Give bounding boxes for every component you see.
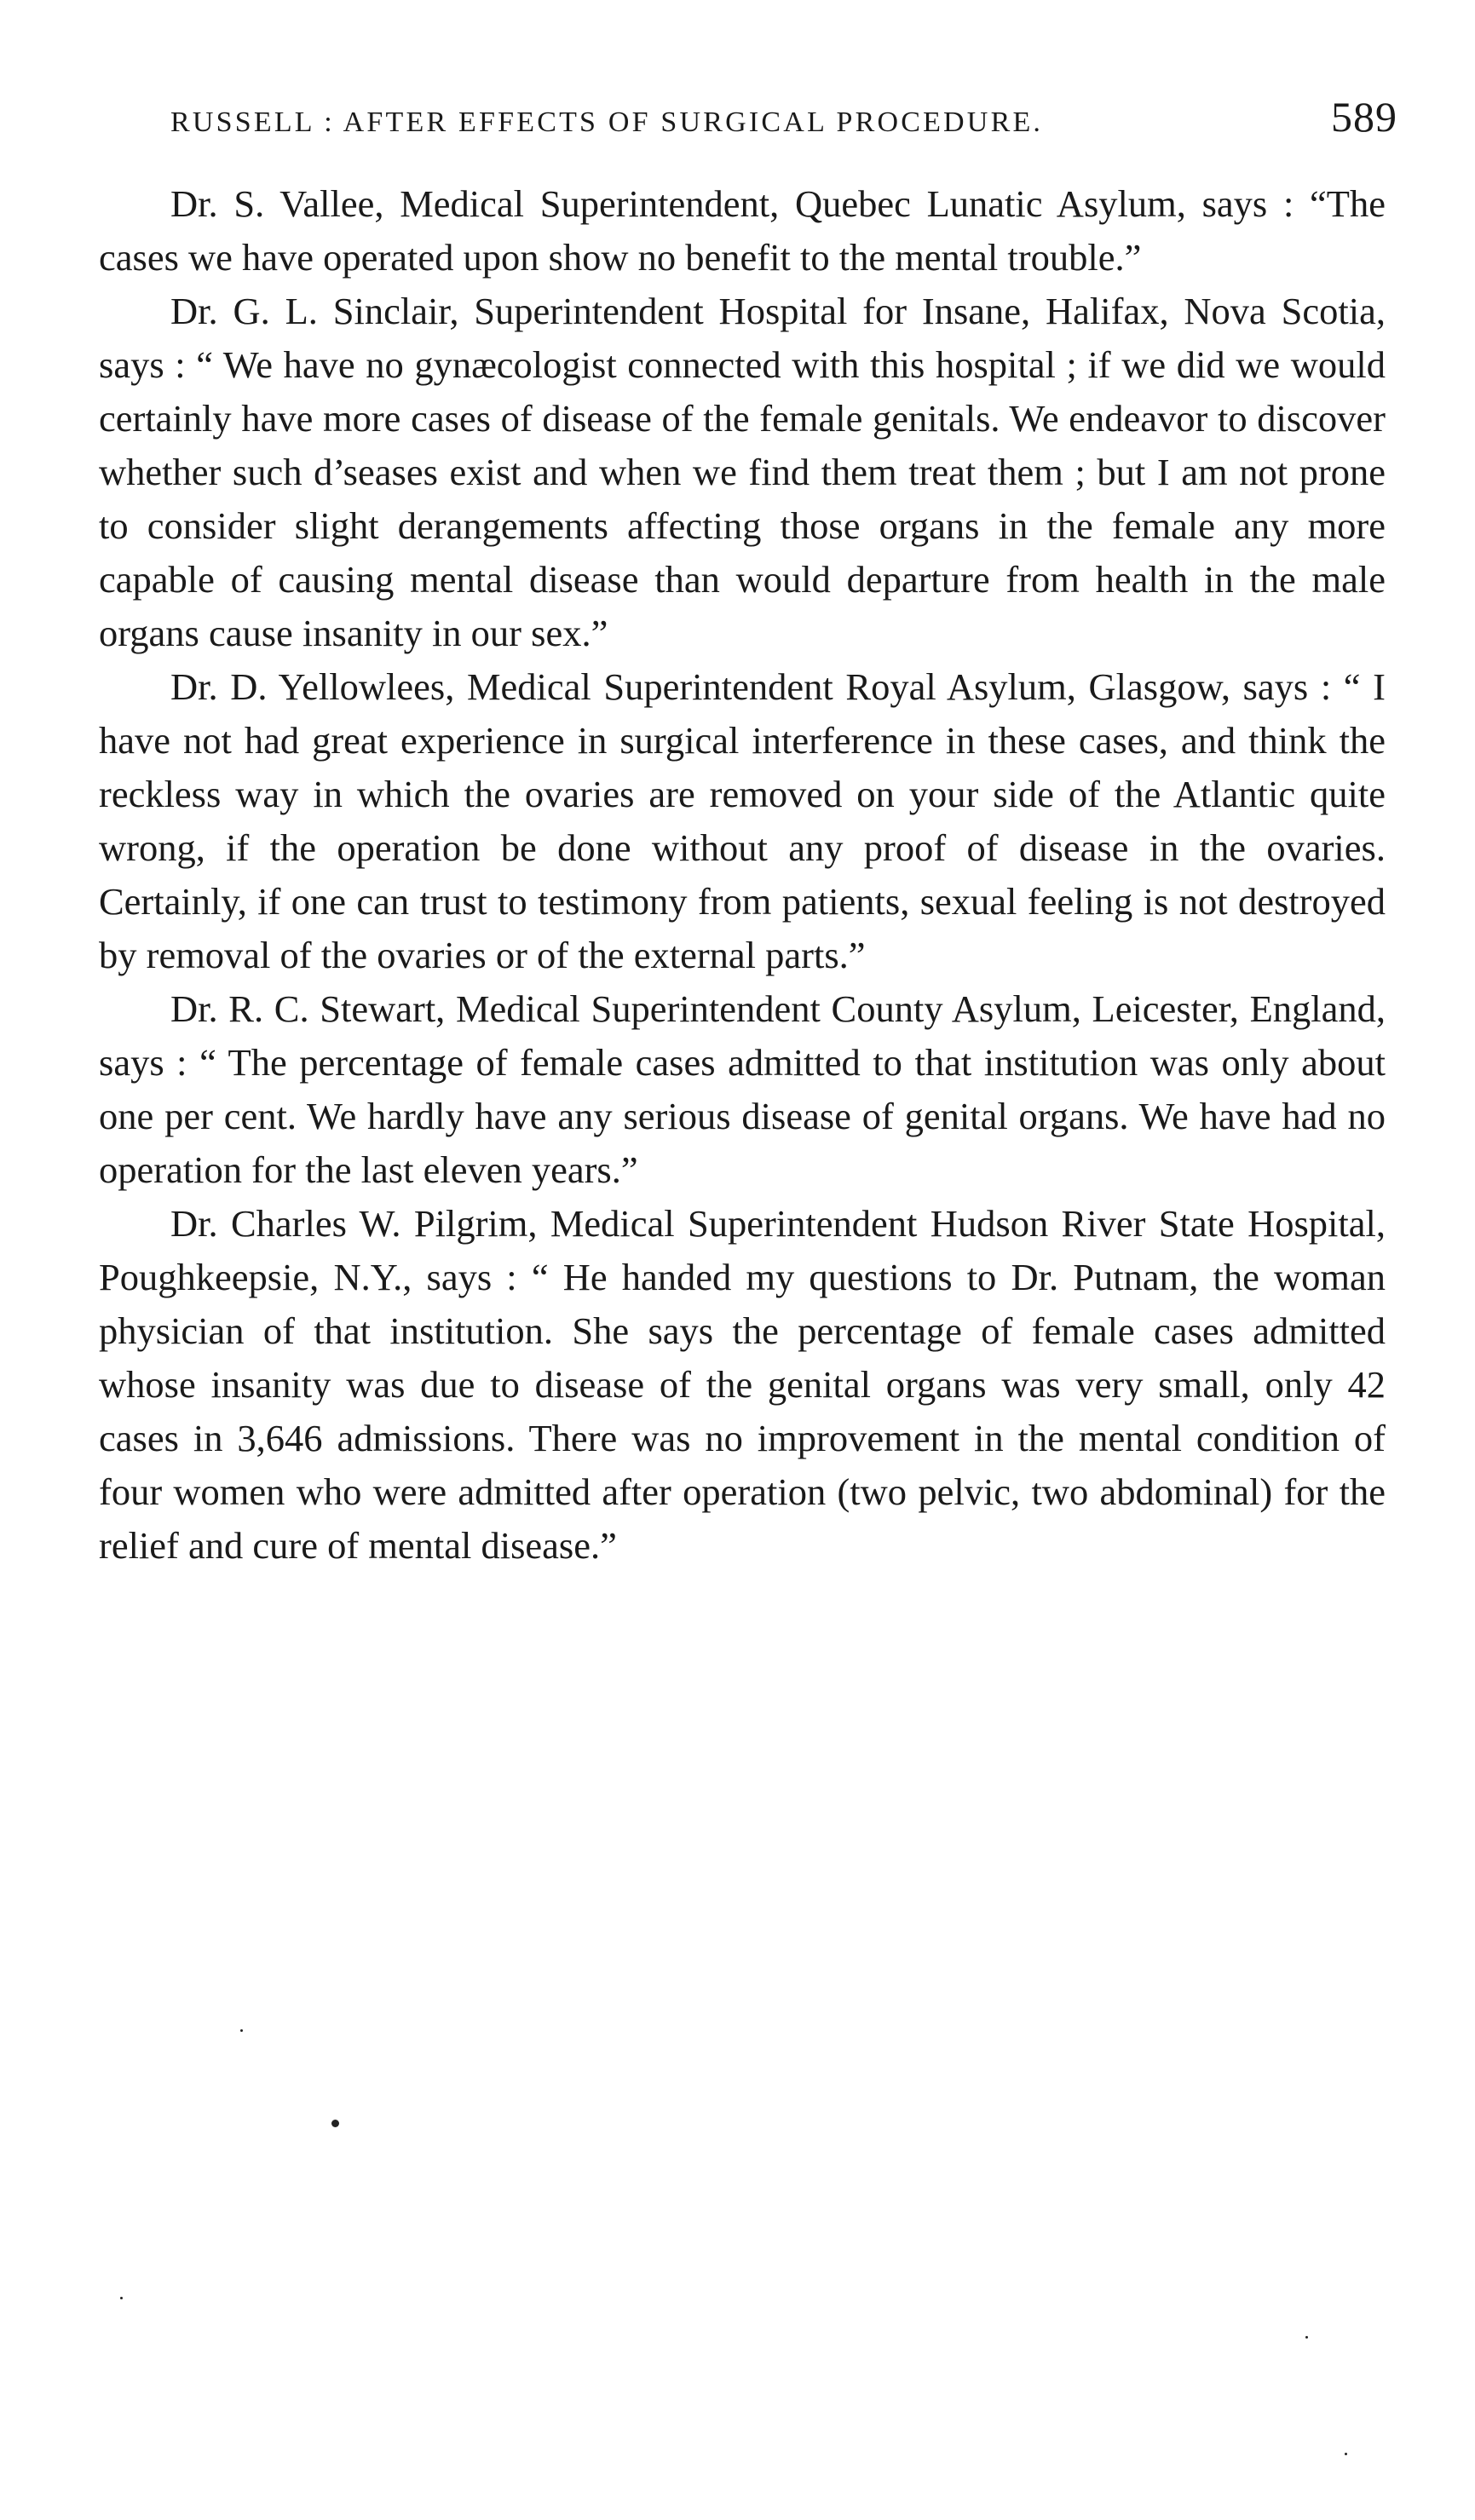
body-text (99, 177, 1386, 1573)
scan-speck (1305, 2336, 1308, 2339)
page-number: 589 (1331, 93, 1397, 141)
paragraph-yellowlees: Dr. D. Yellowlees, Medical Superintendent Royal Asylum, Glasgow, says : “ I have not had great experience in surgical interference in these cases, and think the reckless way in which the ovaries are removed on your side of the Atlantic quite wrong, if the operation be done without any proof of disease in the ovaries. Certainly, if one can trust to testimony from patients, sexual feeling is not destroyed by removal of the ovaries or of the external parts.” (99, 665, 1386, 976)
running-title: RUSSELL : AFTER EFFECTS OF SURGICAL PROCEDURE. (170, 106, 1044, 138)
paragraph-pilgrim: Dr. Charles W. Pilgrim, Medical Superintendent Hudson River State Hospital, Poughkeepsie, N.Y., says : “ He handed my questions to Dr. Putnam, the woman physician of that institution. She says the percentage of female cases admitted whose insanity was due to disease of the genital organs was very small, only 42 cases in 3,646 admissions. There was no improvement in the mental condition of four women who were admitted after operation (two pelvic, two abdominal) for the relief and cure of mental disease.” (99, 1202, 1386, 1567)
paragraph-vallee: Dr. S. Vallee, Medical Superintendent, Quebec Lunatic Asylum, says : “The cases we have operated upon show no benefit to the mental trouble.” (99, 182, 1386, 279)
paragraph-stewart: Dr. R. C. Stewart, Medical Superintendent County Asylum, Leicester, England, says : “ The percentage of female cases admitted to that institution was only about one per cent. We hardly have any serious disease of genital organs. We have had no operation for the last eleven years.” (99, 987, 1386, 1191)
scan-speck (331, 2120, 339, 2127)
scan-speck (1345, 2453, 1347, 2455)
running-header (170, 92, 1397, 143)
scan-speck (240, 2029, 243, 2032)
scan-speck (120, 2297, 123, 2299)
paragraph-sinclair: Dr. G. L. Sinclair, Superintendent Hospital for Insane, Halifax, Nova Scotia, says : “ We have no gynæcologist connected with this hospital ; if we did we would certainly have more cases of disease of the female genitals. We endeavor to discover whether such d’seases exist and when we find them treat them ; but I am not prone to consider slight derangements affecting those organs in the female any more capable of causing mental disease than would departure from health in the male organs cause insanity in our sex.” (99, 290, 1386, 654)
